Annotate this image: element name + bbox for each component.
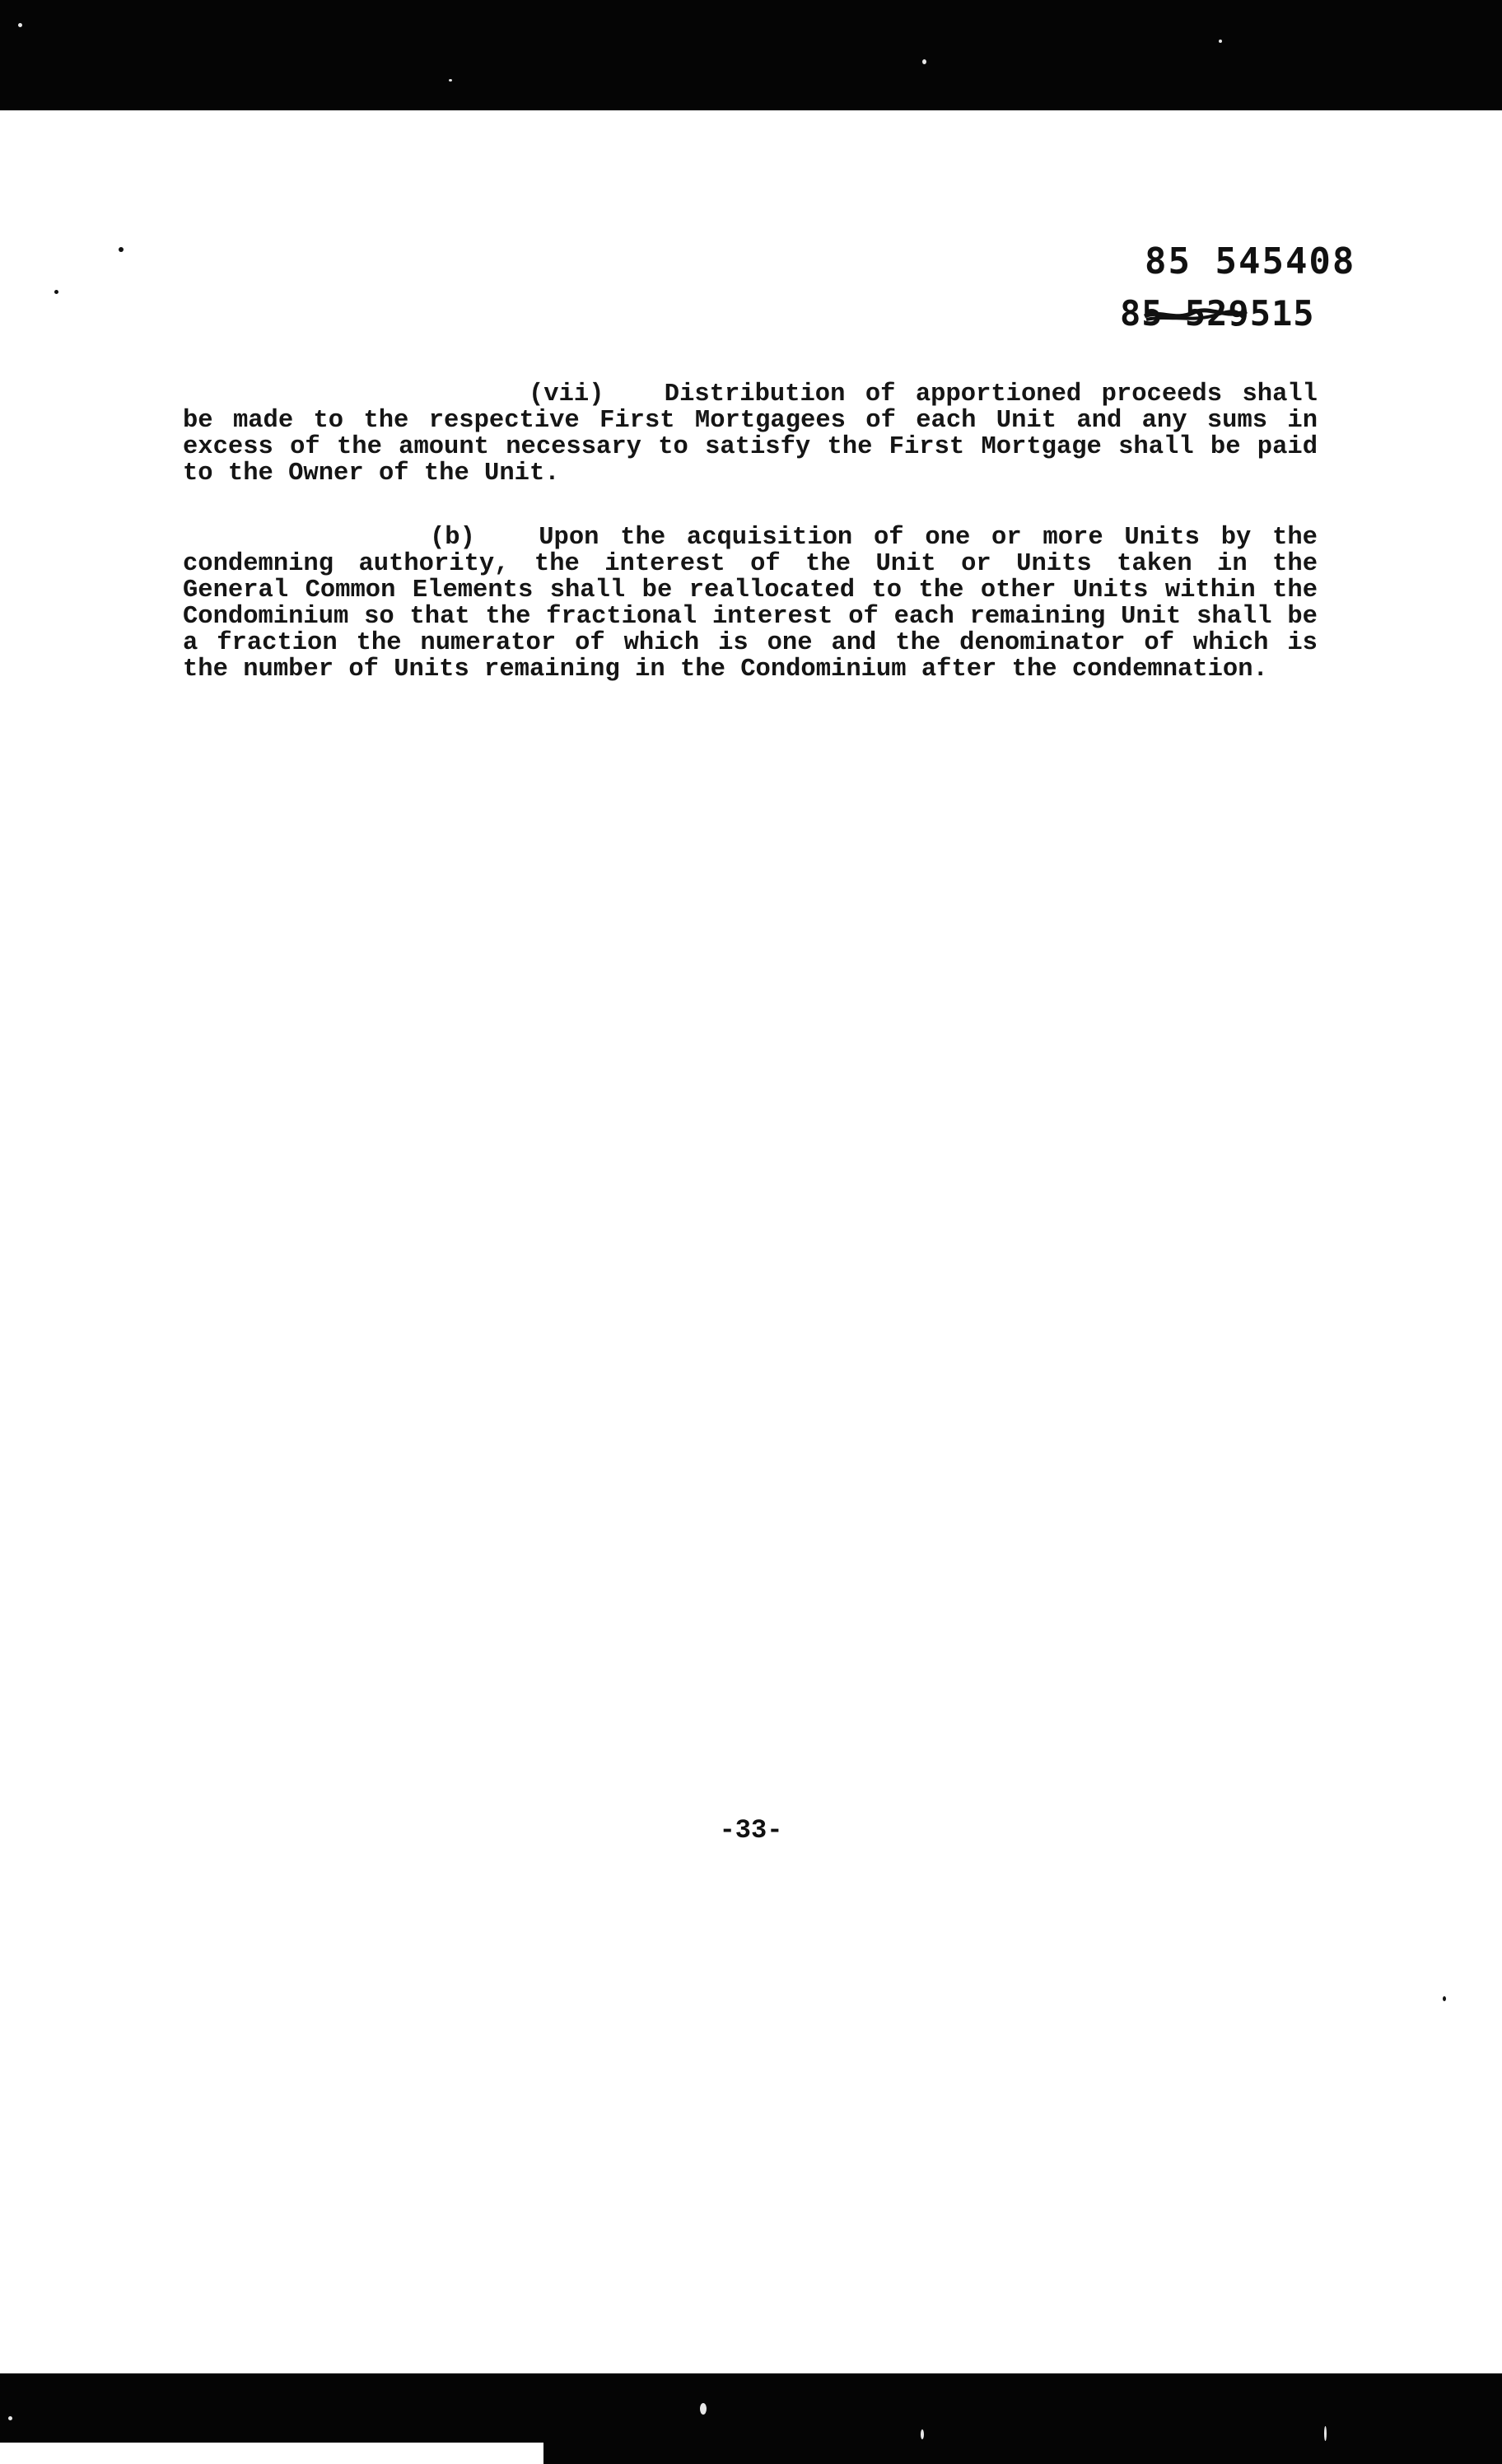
crossed-out-number-text: 85 529515 [1120,293,1315,334]
scan-border-top [0,0,1502,110]
paragraph-label: (b) [430,524,475,552]
scan-speck [54,290,58,294]
scan-speck [18,23,22,27]
scan-speck [700,2403,707,2415]
scan-speck [449,79,452,82]
paragraph-text: Distribution of apportioned proceeds shall be made to the respective First Mortgagees of each Unit and any sums in excess of the amount necessary to satisfy the First Mortgage shall be paid to the Owner of the Unit. [183,380,1318,488]
scan-speck [8,2416,12,2420]
scan-speck [1324,2426,1327,2441]
strike-through-mark [1143,306,1248,324]
paragraph-label: (vii) [529,380,604,408]
paragraph-b [183,525,1318,683]
crossed-out-number [1120,293,1315,334]
paragraph-text: Upon the acquisition of one or more Units by the condemning authority, the interest of the Unit or Units taken in the General Common Elements shall be reallocated to the other Units within the Condominium so that the fractional interest of each remaining Unit shall be a fraction the numerator of which is one and the denominator of which is the number of Units remaining in the Condominium after the condemnation. [183,524,1318,684]
paragraph-vii [183,381,1318,487]
scan-speck [921,2429,924,2439]
page-number: -33- [719,1815,783,1846]
scan-white-strip [0,2443,543,2464]
document-number: 85 545408 [1145,240,1356,282]
scan-speck [1443,1996,1446,2001]
scan-speck [119,247,124,252]
scan-speck [922,59,926,64]
scan-speck [1219,40,1222,43]
